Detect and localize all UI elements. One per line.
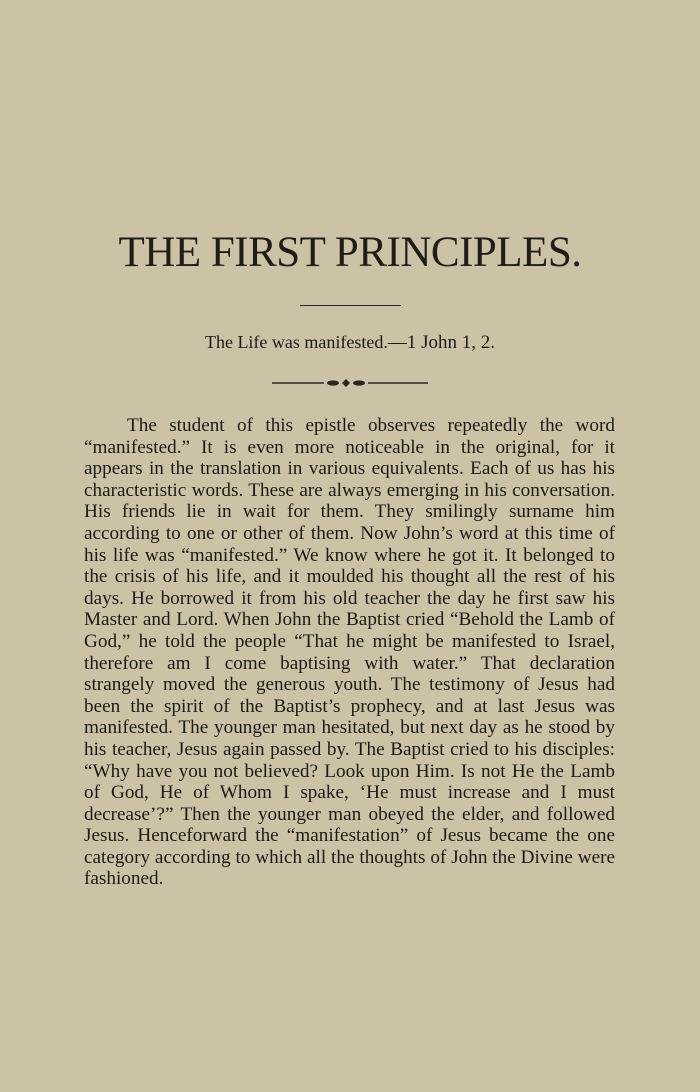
ornamental-divider [272, 376, 428, 390]
epigraph-text: The Life was manifested. [204, 332, 388, 352]
body-paragraph: The student of this epistle observes repeatedly the word “manifested.” It is even more noticeable in the original, for it appears in the translation in various equivalents. Each of us has his characteristic words. These are always emerging in his conversation. His friends lie in wait for them. They smilingly surname him according to one or other of them. Now John’s word at this time of his life was “manifested.” We know where he got it. It belonged to the crisis of his life, and it moulded his thought all the rest of his days. He borrowed it from his old teacher the day he first saw his Master and Lord. When John the Baptist cried “Behold the Lamb of God,” he told the people “That he might be manifested to Israel, therefore am I come baptising with water.” That declaration strangely moved the generous youth. The testimony of Jesus had been the spirit of the Baptist’s prophecy, and at last Jesus was manifested. The younger man hesitated, but next day as he stood by his teacher, Jesus again passed by. The Baptist cried to his disciples: “Why have you not believed? Look upon Him. Is not He the Lamb of God, He of Whom I spake, ‘He must increase and I must decrease’?” Then the younger man obeyed the elder, and followed Jesus. Henceforward the “manifestation” of Jesus became the one category according to which all the thoughts of John the Divine were fashioned. [84, 415, 615, 890]
title-underline-rule [300, 305, 401, 306]
epigraph-reference: —1 John 1, 2. [387, 332, 496, 353]
chapter-title: THE FIRST PRINCIPLES. [118, 229, 582, 276]
epigraph [0, 332, 700, 354]
